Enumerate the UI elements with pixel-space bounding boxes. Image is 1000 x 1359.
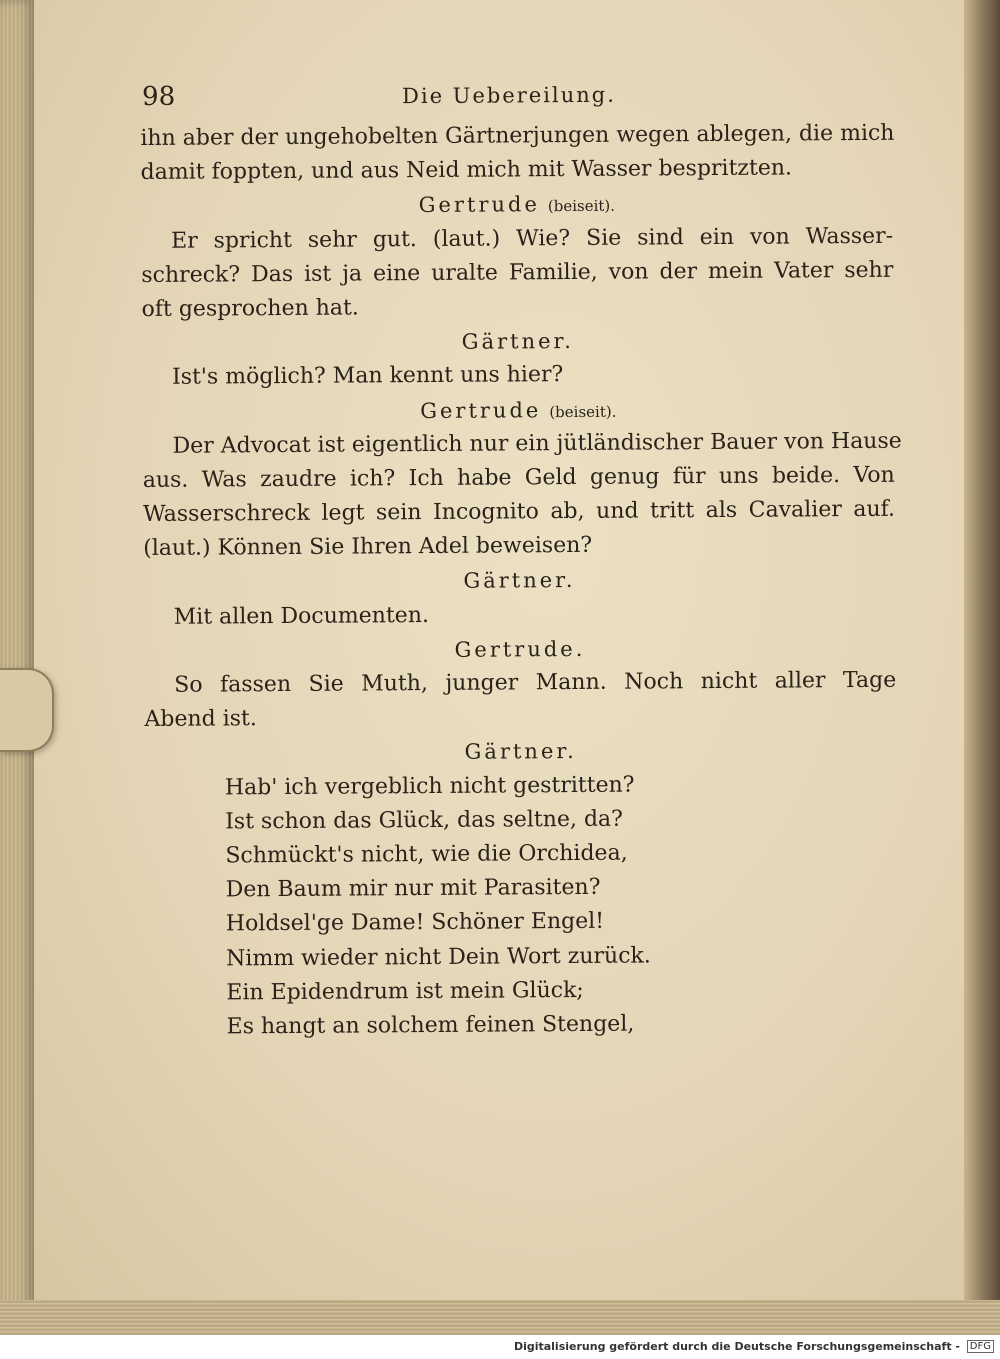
thumb-clip-icon: [0, 668, 54, 752]
prose-line: Wasserschreck legt sein Incognito ab, und tritt als Cavalier auf.: [142, 496, 896, 528]
digitization-credit: Digitalisierung gefördert durch die Deutsche Forschungsgemeinschaft -: [513, 1340, 960, 1353]
book-gutter-right: [964, 0, 1000, 1335]
speaker-name: [141, 185, 893, 224]
speaker-name: [142, 322, 894, 361]
verse-line: Schmückt's nicht, wie die Orchidea,: [225, 840, 628, 869]
prose-line: (laut.) Können Sie Ihren Adel beweisen?: [143, 533, 593, 562]
footer-bar: [0, 1335, 1000, 1359]
speaker-name: [143, 561, 895, 600]
prose-line: ihn aber der ungehobelten Gärtnerjungen wegen ablegen, die mich: [140, 120, 895, 151]
speaker-label: Gärtner.: [463, 568, 576, 594]
verse-line: Holdsel'ge Dame! Schöner Engel!: [225, 909, 605, 937]
stage-direction: (beiseit).: [547, 197, 616, 216]
prose-line: Mit allen Documenten.: [173, 602, 430, 630]
prose-line: Abend ist.: [144, 706, 257, 733]
page-stack-bottom-edge: [0, 1300, 1000, 1335]
verse-line: Den Baum mir nur mit Parasiten?: [225, 874, 601, 903]
speaker-label: Gertrude: [418, 192, 540, 218]
text-lines: [140, 117, 902, 1045]
verse-line: Ist schon das Glück, das seltne, da?: [225, 806, 623, 835]
running-head: [140, 77, 892, 122]
prose-line: Er spricht sehr gut. (laut.) Wie? Sie sind ein von Wasser-: [171, 223, 894, 254]
verse-line: Nimm wieder nicht Dein Wort zurück.: [226, 942, 651, 971]
prose-line: schreck? Das ist ja eine uralte Familie, von der mein Vater sehr: [141, 257, 894, 288]
speaker-label: Gertrude.: [454, 636, 586, 662]
speaker-label: Gärtner.: [461, 329, 574, 354]
speaker-name: [142, 390, 894, 429]
dfg-logo: DFG: [967, 1340, 994, 1353]
prose-line: Ist's möglich? Man kennt uns hier?: [171, 362, 564, 391]
stage-direction: (beiseit).: [549, 402, 617, 421]
page-number: 98: [141, 81, 176, 112]
verse-line: Ein Epidendrum ist mein Glück;: [226, 977, 584, 1006]
speaker-label: Gärtner.: [464, 739, 577, 765]
verse-line: Hab' ich vergeblich nicht gestritten?: [224, 772, 635, 800]
speaker-name: [144, 630, 896, 669]
speaker-label: Gertrude: [420, 397, 542, 423]
verse-line: Es hangt an solchem feinen Stengel,: [226, 1011, 635, 1040]
running-title: Die Uebereilung.: [402, 82, 616, 109]
prose-line: damit foppten, und aus Neid mich mit Wasser bespritzten.: [140, 155, 793, 186]
prose-line: Der Advocat ist eigentlich nur ein jütländischer Bauer von Hause: [172, 428, 902, 459]
prose-line: aus. Was zaudre ich? Ich habe Geld genug für uns beide. Von: [142, 462, 895, 493]
prose-line: oft gesprochen hat.: [141, 295, 359, 322]
speaker-name: [145, 732, 897, 771]
text-block: [140, 77, 902, 1045]
prose-line: So fassen Sie Muth, junger Mann. Noch nicht aller Tage: [174, 667, 897, 698]
